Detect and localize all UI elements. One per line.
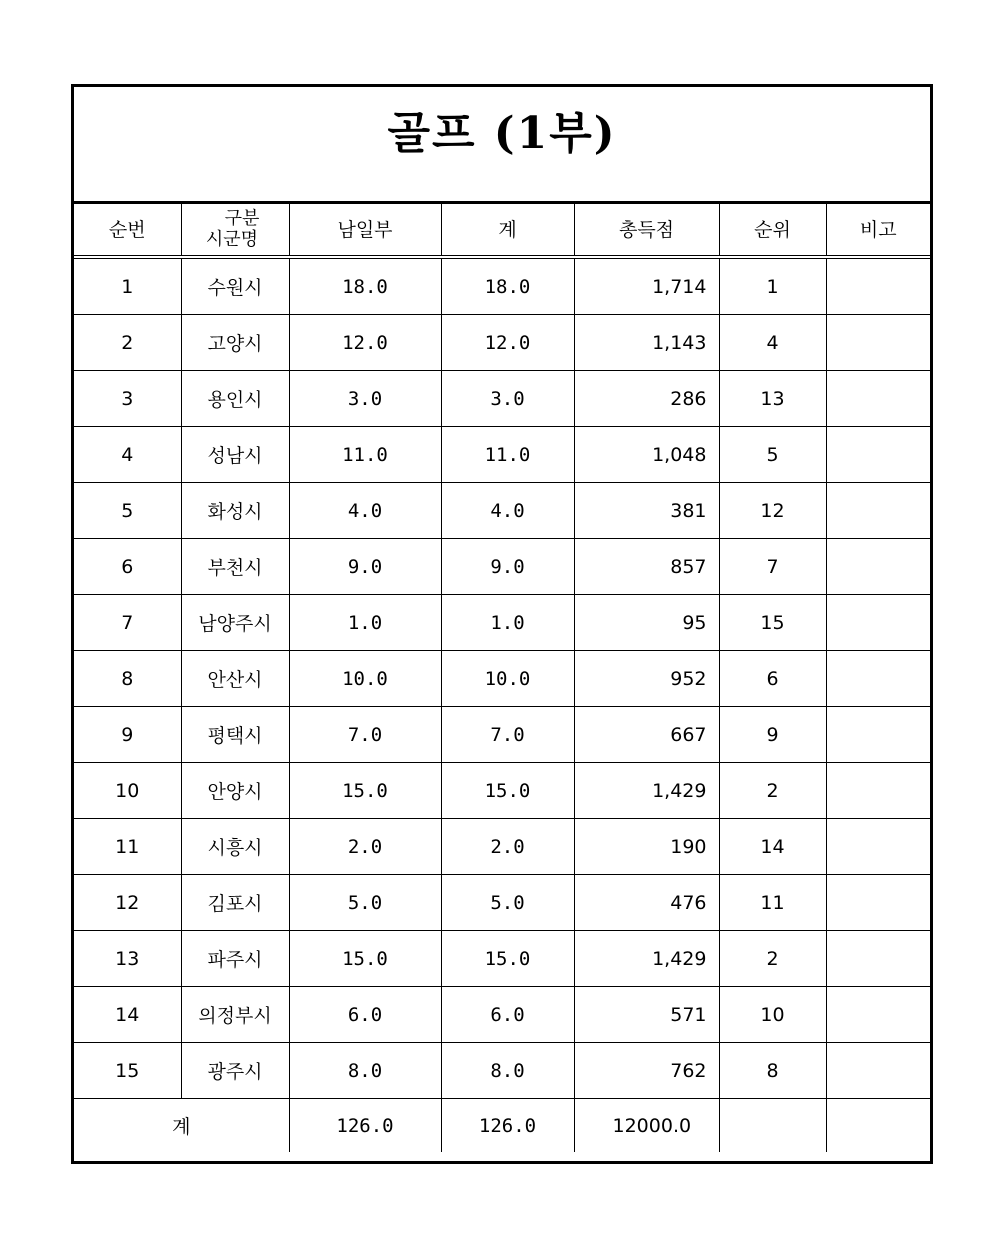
cell-total: 3.0	[441, 371, 574, 427]
cell-remark	[826, 651, 930, 707]
title-area	[74, 87, 930, 204]
cell-city: 김포시	[181, 875, 289, 931]
cell-men: 4.0	[289, 483, 441, 539]
cell-rank: 6	[719, 651, 826, 707]
cell-remark	[826, 931, 930, 987]
header-men-general: 남일부	[289, 202, 441, 258]
cell-remark	[826, 539, 930, 595]
cell-total: 4.0	[441, 483, 574, 539]
cell-rank: 10	[719, 987, 826, 1043]
cell-points: 381	[574, 483, 719, 539]
cell-men: 11.0	[289, 427, 441, 483]
cell-men: 3.0	[289, 371, 441, 427]
cell-remark	[826, 315, 930, 371]
cell-points: 571	[574, 987, 719, 1043]
cell-men: 15.0	[289, 931, 441, 987]
cell-points: 476	[574, 875, 719, 931]
table-row	[74, 1043, 930, 1099]
cell-rank: 5	[719, 427, 826, 483]
cell-total: 11.0	[441, 427, 574, 483]
cell-men: 10.0	[289, 651, 441, 707]
cell-seq: 5	[74, 483, 181, 539]
cell-seq: 7	[74, 595, 181, 651]
cell-city: 파주시	[181, 931, 289, 987]
cell-seq: 1	[74, 257, 181, 315]
cell-rank: 7	[719, 539, 826, 595]
totals-points: 12000.0	[574, 1099, 719, 1153]
cell-city: 안산시	[181, 651, 289, 707]
table-row	[74, 651, 930, 707]
cell-seq: 2	[74, 315, 181, 371]
table-row	[74, 483, 930, 539]
table-row	[74, 707, 930, 763]
cell-rank: 14	[719, 819, 826, 875]
cell-remark	[826, 595, 930, 651]
cell-remark	[826, 875, 930, 931]
cell-total: 7.0	[441, 707, 574, 763]
cell-total: 10.0	[441, 651, 574, 707]
cell-total: 6.0	[441, 987, 574, 1043]
cell-remark	[826, 257, 930, 315]
cell-city: 고양시	[181, 315, 289, 371]
totals-remark	[826, 1099, 930, 1153]
cell-seq: 10	[74, 763, 181, 819]
table-row	[74, 257, 930, 315]
cell-total: 15.0	[441, 763, 574, 819]
cell-total: 8.0	[441, 1043, 574, 1099]
table-row	[74, 987, 930, 1043]
cell-rank: 1	[719, 257, 826, 315]
cell-city: 화성시	[181, 483, 289, 539]
cell-men: 9.0	[289, 539, 441, 595]
header-row	[74, 202, 930, 258]
cell-seq: 4	[74, 427, 181, 483]
cell-points: 667	[574, 707, 719, 763]
cell-remark	[826, 763, 930, 819]
cell-remark	[826, 1043, 930, 1099]
cell-total: 15.0	[441, 931, 574, 987]
header-points: 총득점	[574, 202, 719, 258]
cell-men: 1.0	[289, 595, 441, 651]
cell-seq: 6	[74, 539, 181, 595]
cell-total: 1.0	[441, 595, 574, 651]
header-remarks: 비고	[826, 202, 930, 258]
cell-city: 남양주시	[181, 595, 289, 651]
table-row	[74, 315, 930, 371]
header-rank: 순위	[719, 202, 826, 258]
cell-rank: 9	[719, 707, 826, 763]
score-sheet	[71, 84, 933, 1164]
table-row	[74, 763, 930, 819]
totals-total: 126.0	[441, 1099, 574, 1153]
cell-men: 2.0	[289, 819, 441, 875]
table-row	[74, 931, 930, 987]
cell-total: 2.0	[441, 819, 574, 875]
cell-rank: 11	[719, 875, 826, 931]
cell-seq: 3	[74, 371, 181, 427]
totals-label: 계	[74, 1099, 289, 1153]
table-row	[74, 371, 930, 427]
cell-city: 안양시	[181, 763, 289, 819]
cell-seq: 12	[74, 875, 181, 931]
cell-points: 1,429	[574, 763, 719, 819]
cell-seq: 8	[74, 651, 181, 707]
cell-men: 6.0	[289, 987, 441, 1043]
cell-men: 8.0	[289, 1043, 441, 1099]
header-seq: 순번	[74, 202, 181, 258]
cell-city: 의정부시	[181, 987, 289, 1043]
cell-points: 95	[574, 595, 719, 651]
cell-points: 190	[574, 819, 719, 875]
cell-total: 12.0	[441, 315, 574, 371]
cell-remark	[826, 819, 930, 875]
cell-remark	[826, 483, 930, 539]
cell-seq: 9	[74, 707, 181, 763]
cell-city: 시흥시	[181, 819, 289, 875]
cell-seq: 15	[74, 1043, 181, 1099]
cell-total: 9.0	[441, 539, 574, 595]
cell-total: 5.0	[441, 875, 574, 931]
cell-points: 857	[574, 539, 719, 595]
cell-points: 1,143	[574, 315, 719, 371]
table-row	[74, 539, 930, 595]
cell-rank: 8	[719, 1043, 826, 1099]
totals-row	[74, 1099, 930, 1153]
cell-points: 952	[574, 651, 719, 707]
table-body	[74, 257, 930, 1152]
cell-rank: 12	[719, 483, 826, 539]
cell-city: 광주시	[181, 1043, 289, 1099]
table-row	[74, 875, 930, 931]
cell-city: 성남시	[181, 427, 289, 483]
cell-men: 5.0	[289, 875, 441, 931]
table-header	[74, 202, 930, 258]
cell-rank: 2	[719, 763, 826, 819]
cell-men: 7.0	[289, 707, 441, 763]
cell-remark	[826, 371, 930, 427]
header-category-bottom: 시군명	[205, 228, 259, 250]
cell-points: 1,429	[574, 931, 719, 987]
totals-rank	[719, 1099, 826, 1153]
cell-remark	[826, 427, 930, 483]
cell-city: 평택시	[181, 707, 289, 763]
cell-points: 1,048	[574, 427, 719, 483]
cell-men: 15.0	[289, 763, 441, 819]
cell-remark	[826, 707, 930, 763]
cell-city: 수원시	[181, 257, 289, 315]
cell-total: 18.0	[441, 257, 574, 315]
header-category	[181, 202, 289, 258]
header-total: 계	[441, 202, 574, 258]
totals-men: 126.0	[289, 1099, 441, 1153]
cell-seq: 14	[74, 987, 181, 1043]
cell-men: 18.0	[289, 257, 441, 315]
table-row	[74, 427, 930, 483]
cell-city: 부천시	[181, 539, 289, 595]
cell-rank: 4	[719, 315, 826, 371]
cell-points: 286	[574, 371, 719, 427]
header-category-top: 구분	[224, 207, 260, 229]
cell-seq: 13	[74, 931, 181, 987]
cell-rank: 13	[719, 371, 826, 427]
cell-points: 762	[574, 1043, 719, 1099]
cell-rank: 15	[719, 595, 826, 651]
cell-city: 용인시	[181, 371, 289, 427]
cell-points: 1,714	[574, 257, 719, 315]
results-table	[74, 201, 930, 1152]
cell-remark	[826, 987, 930, 1043]
table-row	[74, 819, 930, 875]
page-title: 골프 (1부)	[387, 108, 617, 159]
cell-rank: 2	[719, 931, 826, 987]
table-row	[74, 595, 930, 651]
cell-seq: 11	[74, 819, 181, 875]
cell-men: 12.0	[289, 315, 441, 371]
